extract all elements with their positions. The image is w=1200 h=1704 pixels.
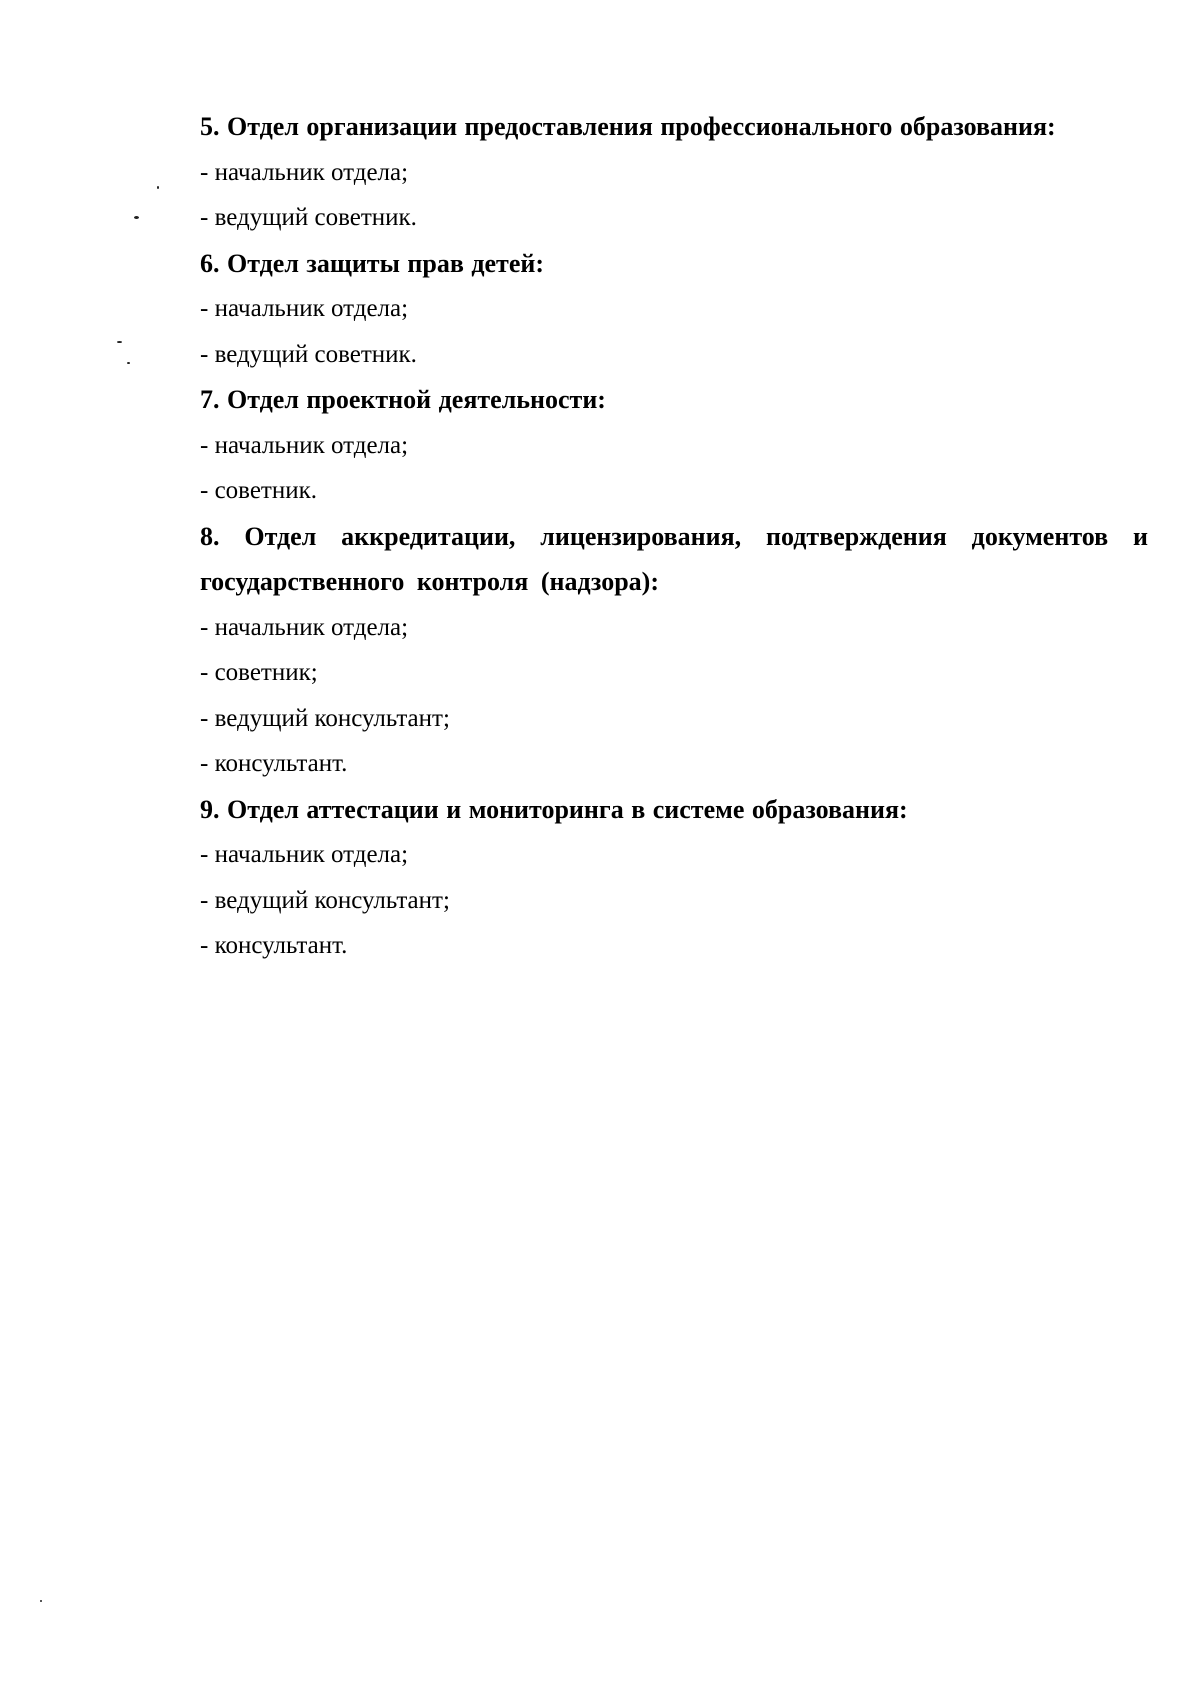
scan-speck: [127, 362, 130, 364]
scan-speck: [40, 1600, 42, 1602]
list-item: - советник.: [200, 477, 318, 504]
scan-speck: [134, 216, 139, 219]
section-6: [200, 241, 1148, 378]
list-item: - консультант.: [200, 750, 348, 777]
section-9: [200, 787, 1148, 969]
list-item: - начальник отдела;: [200, 295, 409, 322]
list-item: - советник;: [200, 659, 318, 686]
list-item: - начальник отдела;: [200, 841, 409, 868]
list-item: - ведущий советник.: [200, 340, 417, 368]
list-item: - ведущий консультант;: [200, 704, 450, 732]
section-heading: 8. Отдел аккредитации, лицензирования, подтверждения документов и государственного контроля (надзора):: [200, 521, 1148, 596]
list-item: - начальник отдела;: [200, 431, 409, 459]
section-heading: 6. Отдел защиты прав детей:: [200, 248, 545, 278]
list-item: - ведущий советник.: [200, 204, 417, 231]
section-7: [200, 377, 1148, 514]
list-item: - ведущий консультант;: [200, 886, 450, 914]
section-8: [200, 514, 1148, 787]
section-heading: 5. Отдел организации предоставления профессионального образования:: [200, 112, 1056, 141]
section-heading: 7. Отдел проектной деятельности:: [200, 385, 606, 414]
list-item: - начальник отдела;: [200, 158, 409, 186]
section-5: [200, 104, 1148, 241]
document-page: [200, 104, 1148, 969]
list-item: - начальник отдела;: [200, 613, 409, 641]
scan-speck: [117, 341, 122, 343]
list-item: - консультант.: [200, 932, 348, 959]
scan-speck: [157, 186, 159, 189]
section-heading: 9. Отдел аттестации и мониторинга в системе образования:: [200, 794, 908, 824]
